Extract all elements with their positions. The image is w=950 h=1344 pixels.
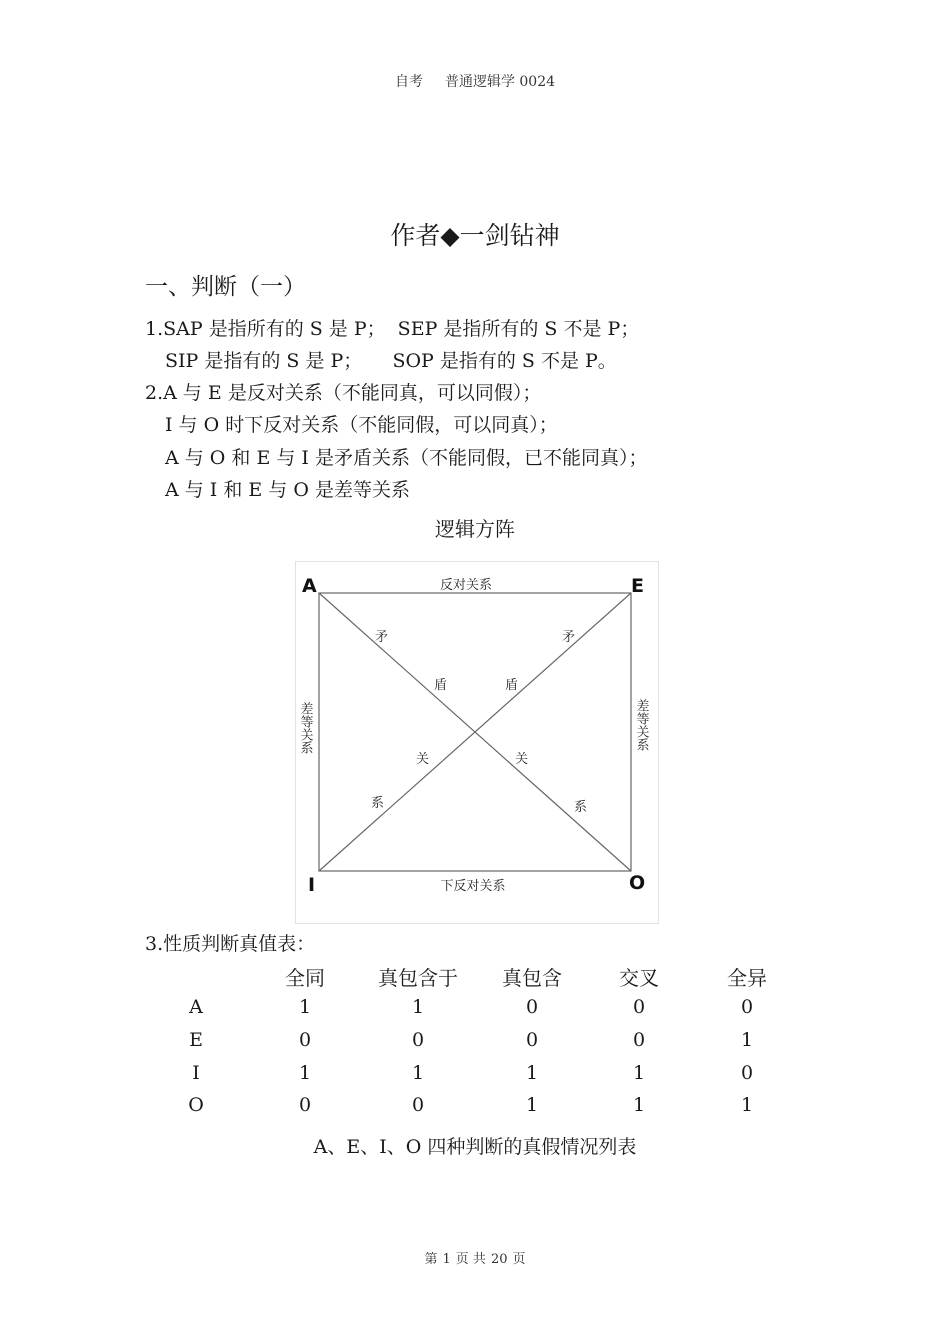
author-title: 作者◆一剑钻神 — [390, 221, 560, 250]
footer-total-pages: 20 — [490, 1252, 508, 1267]
text-line: I 与 O 时下反对关系（不能同假，可以同真）； — [165, 414, 558, 436]
text-line: 1.SAP 是指所有的 S 是 P； SEP 是指所有的 S 不是 P； — [145, 318, 640, 340]
diagonal-char: 系 — [371, 796, 385, 811]
table-row-label: A — [189, 996, 203, 1018]
table-header-cell: 交叉 — [619, 966, 659, 990]
footer-of: 页 共 — [455, 1252, 486, 1267]
page-footer — [0, 1248, 950, 1267]
table-cell: 0 — [411, 1094, 425, 1116]
table-cell: 1 — [632, 1094, 646, 1116]
diagonal-char: 矛 — [562, 630, 576, 645]
footer-page-number: 1 — [442, 1252, 451, 1267]
footer-suffix: 页 — [512, 1252, 526, 1267]
corner-o: O — [629, 872, 646, 894]
table-caption: A、E、I、O 四种判断的真假情况列表 — [313, 1136, 637, 1158]
table-cell: 1 — [525, 1062, 539, 1084]
text-line: SIP 是指有的 S 是 P； SOP 是指有的 S 不是 P。 — [165, 350, 617, 372]
text-line: 2.A 与 E 是反对关系（不能同真，可以同假）； — [145, 382, 542, 404]
table-cell: 0 — [525, 996, 539, 1018]
page-header — [0, 71, 950, 91]
logic-square-svg — [296, 562, 658, 923]
table-cell: 0 — [740, 996, 754, 1018]
diagonal-char: 矛 — [375, 630, 389, 645]
top-relation-label: 反对关系 — [439, 578, 493, 593]
table-cell: 1 — [298, 996, 312, 1018]
corner-a: A — [302, 575, 317, 597]
header-left: 自考 — [394, 74, 423, 90]
diagonal-char: 盾 — [505, 678, 519, 693]
table-cell: 0 — [298, 1029, 312, 1051]
table-cell: 0 — [411, 1029, 425, 1051]
table-row-label: I — [192, 1062, 200, 1084]
corner-i: I — [308, 874, 316, 896]
table-header-cell: 真包含 — [502, 966, 562, 990]
table-cell: 1 — [740, 1094, 754, 1116]
table-row-label: E — [189, 1029, 203, 1051]
diagonal-char: 系 — [574, 800, 588, 815]
section-heading: 一、判断（一） — [145, 274, 306, 300]
table-header-cell: 全同 — [285, 966, 325, 990]
truth-table-title: 3.性质判断真值表： — [145, 933, 316, 955]
diagonal-char: 关 — [416, 752, 430, 767]
diagonal-char: 盾 — [434, 678, 448, 693]
logic-square-diagram — [295, 561, 659, 924]
table-cell: 1 — [298, 1062, 312, 1084]
text-line: A 与 O 和 E 与 I 是矛盾关系（不能同假，已不能同真）； — [165, 447, 648, 469]
right-relation-label: 差等关系 — [633, 699, 649, 751]
table-header-cell: 真包含于 — [378, 966, 458, 990]
table-cell: 0 — [298, 1094, 312, 1116]
header-right: 普通逻辑学 0024 — [444, 74, 556, 90]
footer-page-word: 第 — [424, 1252, 438, 1267]
table-cell: 1 — [411, 996, 425, 1018]
table-cell: 0 — [740, 1062, 754, 1084]
text-line: A 与 I 和 E 与 O 是差等关系 — [165, 479, 410, 501]
table-cell: 1 — [411, 1062, 425, 1084]
table-cell: 0 — [525, 1029, 539, 1051]
left-relation-label: 差等关系 — [297, 702, 313, 754]
table-cell: 1 — [632, 1062, 646, 1084]
corner-e: E — [631, 575, 644, 597]
table-cell: 0 — [632, 1029, 646, 1051]
bottom-relation-label: 下反对关系 — [440, 879, 506, 894]
table-cell: 1 — [525, 1094, 539, 1116]
diagonal-char: 关 — [515, 752, 529, 767]
table-row-label: O — [188, 1094, 204, 1116]
table-header-cell: 全异 — [727, 966, 767, 990]
diagram-title: 逻辑方阵 — [435, 517, 515, 541]
table-cell: 1 — [740, 1029, 754, 1051]
table-cell: 0 — [632, 996, 646, 1018]
